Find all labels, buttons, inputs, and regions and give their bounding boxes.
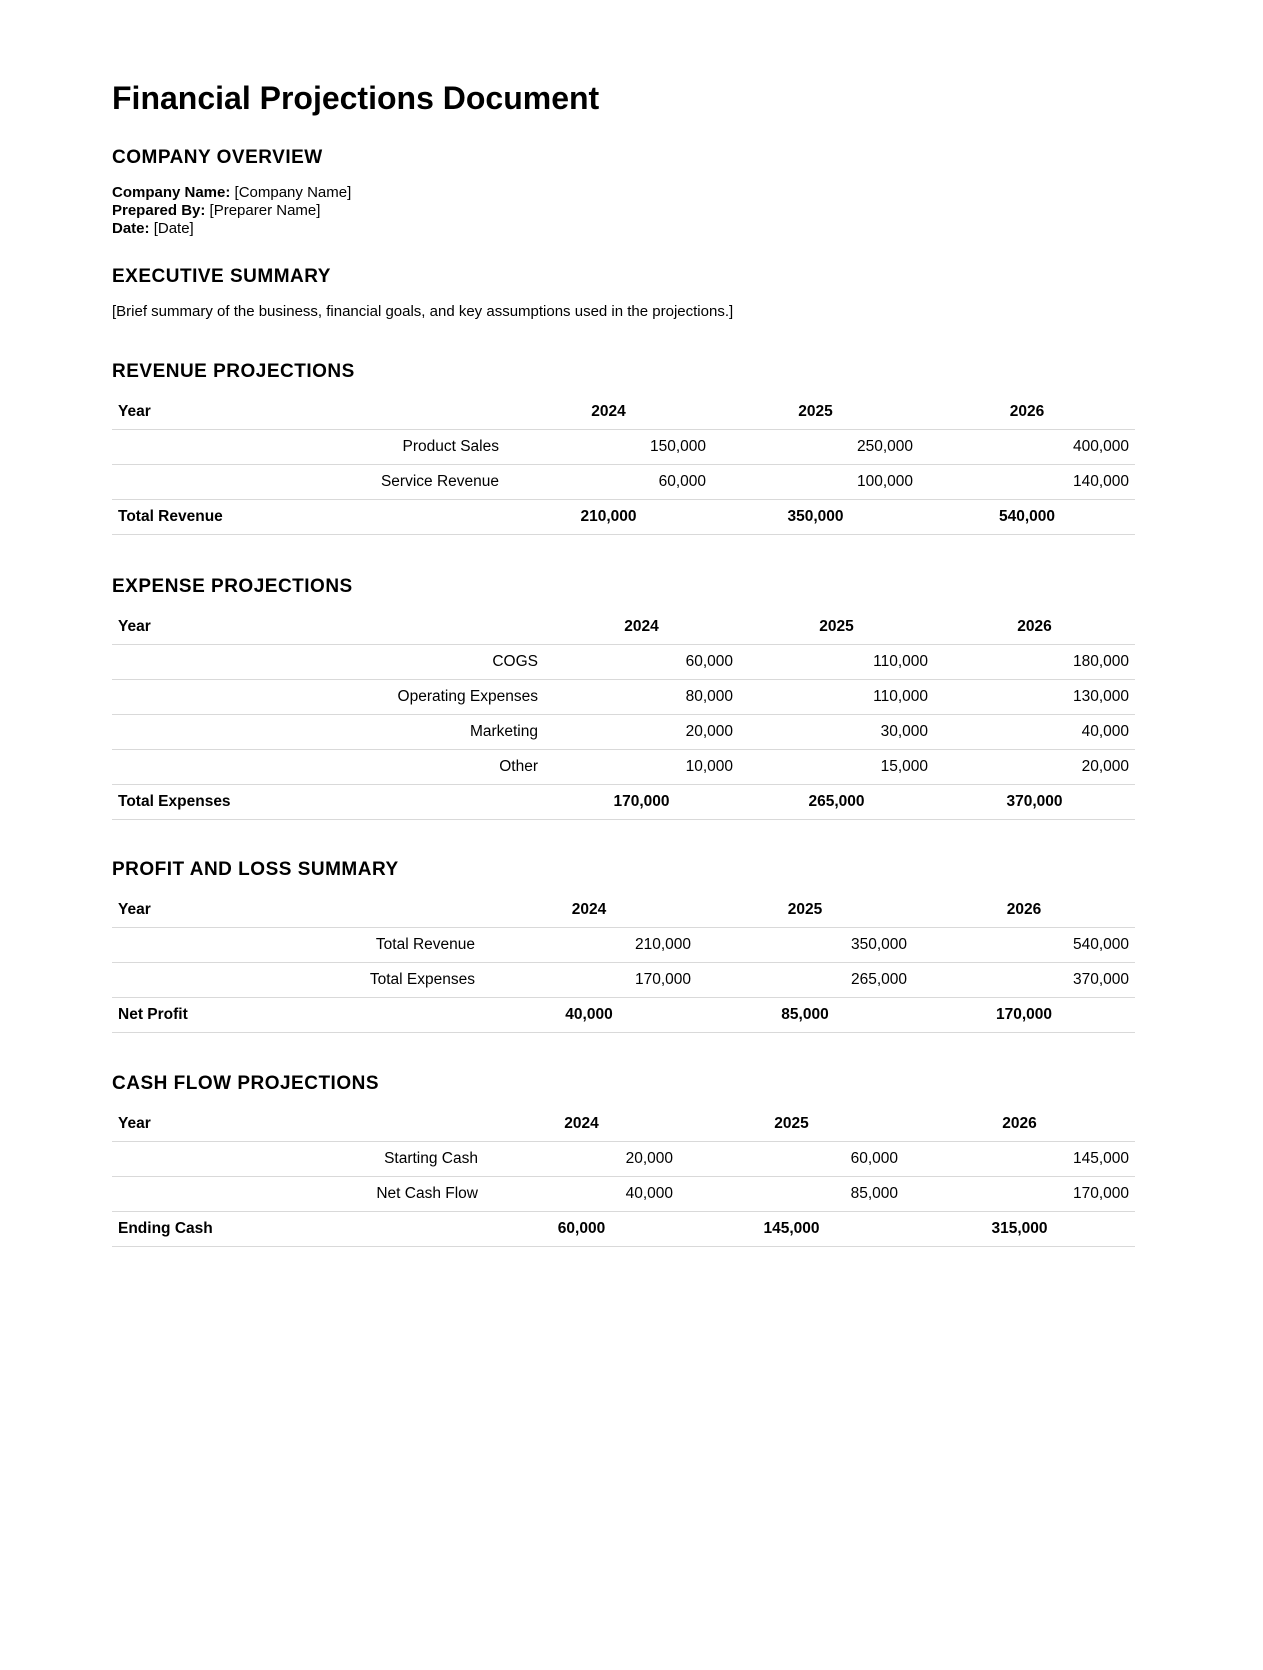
date-value: [Date] — [153, 220, 194, 237]
cash-flow-heading: CASH FLOW PROJECTIONS — [112, 1073, 380, 1094]
cell-value: 110,000 — [739, 680, 934, 715]
total-value: 265,000 — [739, 785, 934, 820]
prepared-by-label: Prepared By: — [112, 202, 206, 219]
header-2026: 2026 — [934, 610, 1135, 645]
header-year: Year — [112, 395, 505, 430]
table-header-row — [112, 893, 1135, 928]
cell-value: 40,000 — [484, 1177, 679, 1212]
header-2025: 2025 — [712, 395, 919, 430]
cell-value: 130,000 — [934, 680, 1135, 715]
total-value: 370,000 — [934, 785, 1135, 820]
total-value: 350,000 — [712, 500, 919, 535]
header-2026: 2026 — [919, 395, 1135, 430]
company-name-label: Company Name: — [112, 184, 231, 201]
cell-value: 10,000 — [544, 750, 739, 785]
total-value: 210,000 — [505, 500, 712, 535]
total-row — [112, 1212, 1135, 1247]
expense-table — [112, 610, 1135, 820]
cell-value: 30,000 — [739, 715, 934, 750]
profit-loss-heading: PROFIT AND LOSS SUMMARY — [112, 859, 399, 880]
executive-summary-text: [Brief summary of the business, financial goals, and key assumptions used in the projections.] — [112, 303, 734, 320]
total-value: 540,000 — [919, 500, 1135, 535]
table-row — [112, 715, 1135, 750]
document-title: Financial Projections Document — [112, 80, 600, 116]
cell-value: 180,000 — [934, 645, 1135, 680]
cell-value: 20,000 — [544, 715, 739, 750]
cell-value: 150,000 — [505, 430, 712, 465]
cell-value: 85,000 — [679, 1177, 904, 1212]
header-2025: 2025 — [679, 1107, 904, 1142]
total-label: Total Revenue — [112, 500, 505, 535]
table-header-row — [112, 610, 1135, 645]
row-label: Net Cash Flow — [112, 1177, 484, 1212]
revenue-table — [112, 395, 1135, 535]
profit-loss-table — [112, 893, 1135, 1033]
total-row — [112, 998, 1135, 1033]
company-name-row — [112, 184, 351, 202]
total-row — [112, 500, 1135, 535]
header-2024: 2024 — [484, 1107, 679, 1142]
cell-value: 400,000 — [919, 430, 1135, 465]
total-value: 315,000 — [904, 1212, 1135, 1247]
row-label: COGS — [112, 645, 544, 680]
header-year: Year — [112, 893, 481, 928]
revenue-heading: REVENUE PROJECTIONS — [112, 361, 355, 382]
row-label: Product Sales — [112, 430, 505, 465]
header-year: Year — [112, 1107, 484, 1142]
header-2024: 2024 — [544, 610, 739, 645]
cell-value: 20,000 — [484, 1142, 679, 1177]
table-row — [112, 928, 1135, 963]
header-2026: 2026 — [904, 1107, 1135, 1142]
cell-value: 145,000 — [904, 1142, 1135, 1177]
row-label: Total Expenses — [112, 963, 481, 998]
total-label: Total Expenses — [112, 785, 544, 820]
cell-value: 110,000 — [739, 645, 934, 680]
expense-heading: EXPENSE PROJECTIONS — [112, 576, 353, 597]
header-year: Year — [112, 610, 544, 645]
table-row — [112, 680, 1135, 715]
cell-value: 540,000 — [913, 928, 1135, 963]
cell-value: 170,000 — [481, 963, 697, 998]
cell-value: 265,000 — [697, 963, 913, 998]
total-value: 170,000 — [544, 785, 739, 820]
cell-value: 40,000 — [934, 715, 1135, 750]
total-value: 170,000 — [913, 998, 1135, 1033]
executive-summary-heading: EXECUTIVE SUMMARY — [112, 266, 331, 287]
table-row — [112, 963, 1135, 998]
cell-value: 60,000 — [679, 1142, 904, 1177]
company-info — [112, 184, 351, 238]
cell-value: 60,000 — [544, 645, 739, 680]
cell-value: 140,000 — [919, 465, 1135, 500]
row-label: Other — [112, 750, 544, 785]
header-2024: 2024 — [481, 893, 697, 928]
cash-flow-table — [112, 1107, 1135, 1247]
cell-value: 15,000 — [739, 750, 934, 785]
row-label: Operating Expenses — [112, 680, 544, 715]
cell-value: 60,000 — [505, 465, 712, 500]
table-row — [112, 750, 1135, 785]
total-row — [112, 785, 1135, 820]
row-label: Starting Cash — [112, 1142, 484, 1177]
date-row — [112, 220, 351, 238]
prepared-by-value: [Preparer Name] — [209, 202, 321, 219]
table-row — [112, 430, 1135, 465]
row-label: Marketing — [112, 715, 544, 750]
company-name-value: [Company Name] — [234, 184, 352, 201]
cell-value: 250,000 — [712, 430, 919, 465]
total-value: 85,000 — [697, 998, 913, 1033]
cell-value: 80,000 — [544, 680, 739, 715]
table-header-row — [112, 1107, 1135, 1142]
date-label: Date: — [112, 220, 150, 237]
row-label: Total Revenue — [112, 928, 481, 963]
cell-value: 170,000 — [904, 1177, 1135, 1212]
company-overview-heading: COMPANY OVERVIEW — [112, 147, 323, 168]
header-2025: 2025 — [697, 893, 913, 928]
cell-value: 100,000 — [712, 465, 919, 500]
table-row — [112, 465, 1135, 500]
table-header-row — [112, 395, 1135, 430]
table-row — [112, 1142, 1135, 1177]
header-2024: 2024 — [505, 395, 712, 430]
prepared-by-row — [112, 202, 351, 220]
total-label: Net Profit — [112, 998, 481, 1033]
table-row — [112, 645, 1135, 680]
table-row — [112, 1177, 1135, 1212]
header-2026: 2026 — [913, 893, 1135, 928]
cell-value: 20,000 — [934, 750, 1135, 785]
total-value: 145,000 — [679, 1212, 904, 1247]
total-value: 40,000 — [481, 998, 697, 1033]
total-value: 60,000 — [484, 1212, 679, 1247]
header-2025: 2025 — [739, 610, 934, 645]
cell-value: 370,000 — [913, 963, 1135, 998]
row-label: Service Revenue — [112, 465, 505, 500]
cell-value: 210,000 — [481, 928, 697, 963]
cell-value: 350,000 — [697, 928, 913, 963]
total-label: Ending Cash — [112, 1212, 484, 1247]
